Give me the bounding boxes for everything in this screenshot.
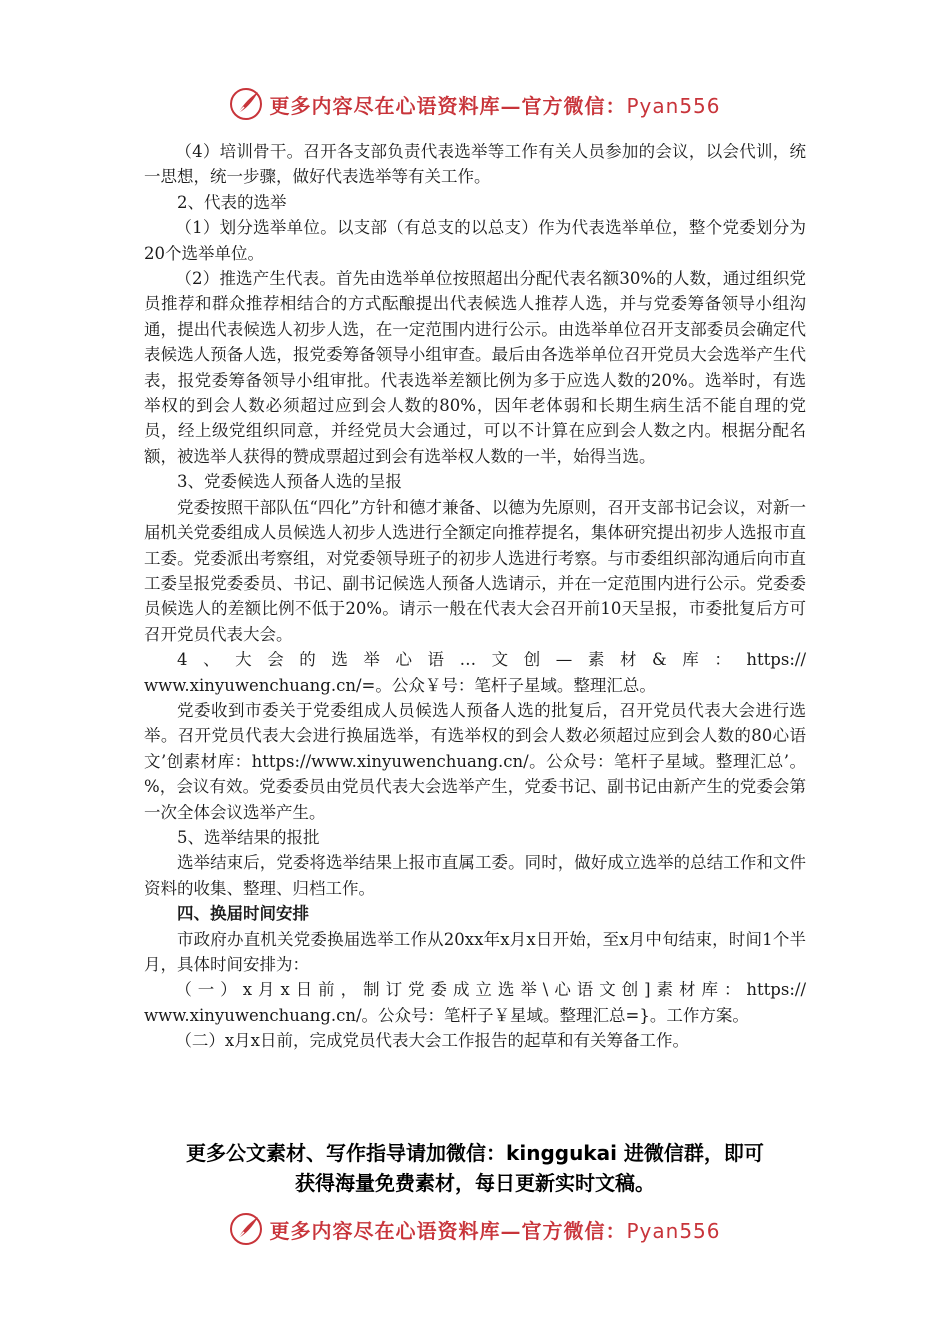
paragraph: 党委收到市委关于党委组成人员候选人预备人选的批复后，召开党员代表大会进行选举。召开党员代表大会进行换届选举，有选举权的到会人数必须超过应到会人数的80心语文’创素材库：https://www.xinyuwenchuang.cn/。公众号：笔杆子星域。整理汇总’。%，会议有效。党委委员由党员代表大会选举产生，党委书记、副书记由新产生的党委会第一次全体会议选举产生。 [144,700,806,822]
paragraph: 市政府办直机关党委换届选举工作从20xx年x月x日开始，至x月中旬结束，时间1个半月，具体时间安排为： [144,929,806,974]
paragraph: www.xinyuwenchuang.cn/=。公众￥号：笔杆子星域。整理汇总。 [144,675,656,695]
footer-note [0,1138,950,1198]
paragraph: 党委按照干部队伍“四化”方针和德才兼备、以德为先原则，召开支部书记会议，对新一届机关党委组成人员候选人初步人选进行全额定向推荐提名，集体研究提出初步人选报市直工委。党委派出考察组，对党委领导班子的初步人选进行考察。与市委组织部沟通后向市直工委呈报党委委员、书记、副书记候选人预备人选请示，并在一定范围内进行公示。党委委员候选人的差额比例不低于20%。请示一般在代表大会召开前10天呈报，市委批复后方可召开党员代表大会。 [144,497,806,644]
section-heading: 5、选举结果的报批 [177,827,320,847]
paragraph: （二）x月x日前，完成党员代表大会工作报告的起草和有关筹备工作。 [175,1031,689,1051]
footer-note-line: 获得海量免费素材，每日更新实时文稿。 [295,1171,655,1195]
banner-text: 更多内容尽在心语资料库—官方微信：Pyan556 [269,1218,721,1243]
paragraph: （1）划分选举单位。以支部（有总支的以总支）作为代表选举单位，整个党委划分为20个选举单位。 [144,218,806,263]
paragraph: www.xinyuwenchuang.cn/。公众号：笔杆子￥星域。整理汇总=}。工作方案。 [144,1005,749,1025]
quill-logo-icon [229,1212,263,1246]
header-banner [0,84,950,124]
banner-text: 更多内容尽在心语资料库—官方微信：Pyan556 [269,93,721,118]
footer-note-line: 更多公文素材、写作指导请加微信：kinggukai 进微信群，即可 [186,1141,764,1165]
footer-banner [0,1209,950,1249]
paragraph: （2）推选产生代表。首先由选举单位按照超出分配代表名额30%的人数，通过组织党员推荐和群众推荐相结合的方式酝酿提出代表候选人推荐人选，并与党委筹备领导小组沟通，提出代表候选人初步人选，在一定范围内进行公示。由选举单位召开支部委员会确定代表候选人预备人选，报党委筹备领导小组审查。最后由各选举单位召开党员大会选举产生代表，报党委筹备领导小组审批。代表选举差额比例为多于应选人数的20%。选举时，有选举权的到会人数必须超过应到会人数的80%，因年老体弱和长期生病生活不能自理的党员，经上级党组织同意，并经党员大会通过，可以不计算在应到会人数之内。根据分配名额，被选举人获得的赞成票超过到会有选举权人数的一半，始得当选。 [144,269,806,466]
section-heading: 2、代表的选举 [177,192,287,212]
paragraph: （4）培训骨干。召开各支部负责代表选举等工作有关人员参加的会议，以会代训，统一思想，统一步骤，做好代表选举等有关工作。 [144,142,806,187]
section-heading: 3、党委候选人预备人选的呈报 [177,472,402,492]
paragraph: 选举结束后，党委将选举结果上报市直属工委。同时，做好成立选举的总结工作和文件资料的收集、整理、归档工作。 [144,853,806,898]
paragraph: （一）x月x日前，制订党委成立选举\心语文创]素材库：https:// [175,980,806,1000]
quill-logo-icon [229,87,263,121]
document-body [144,139,806,1054]
section-heading: 四、换届时间安排 [177,904,309,924]
section-heading: 4、大会的选举心语…文创—素材&库：https:// [177,650,806,670]
